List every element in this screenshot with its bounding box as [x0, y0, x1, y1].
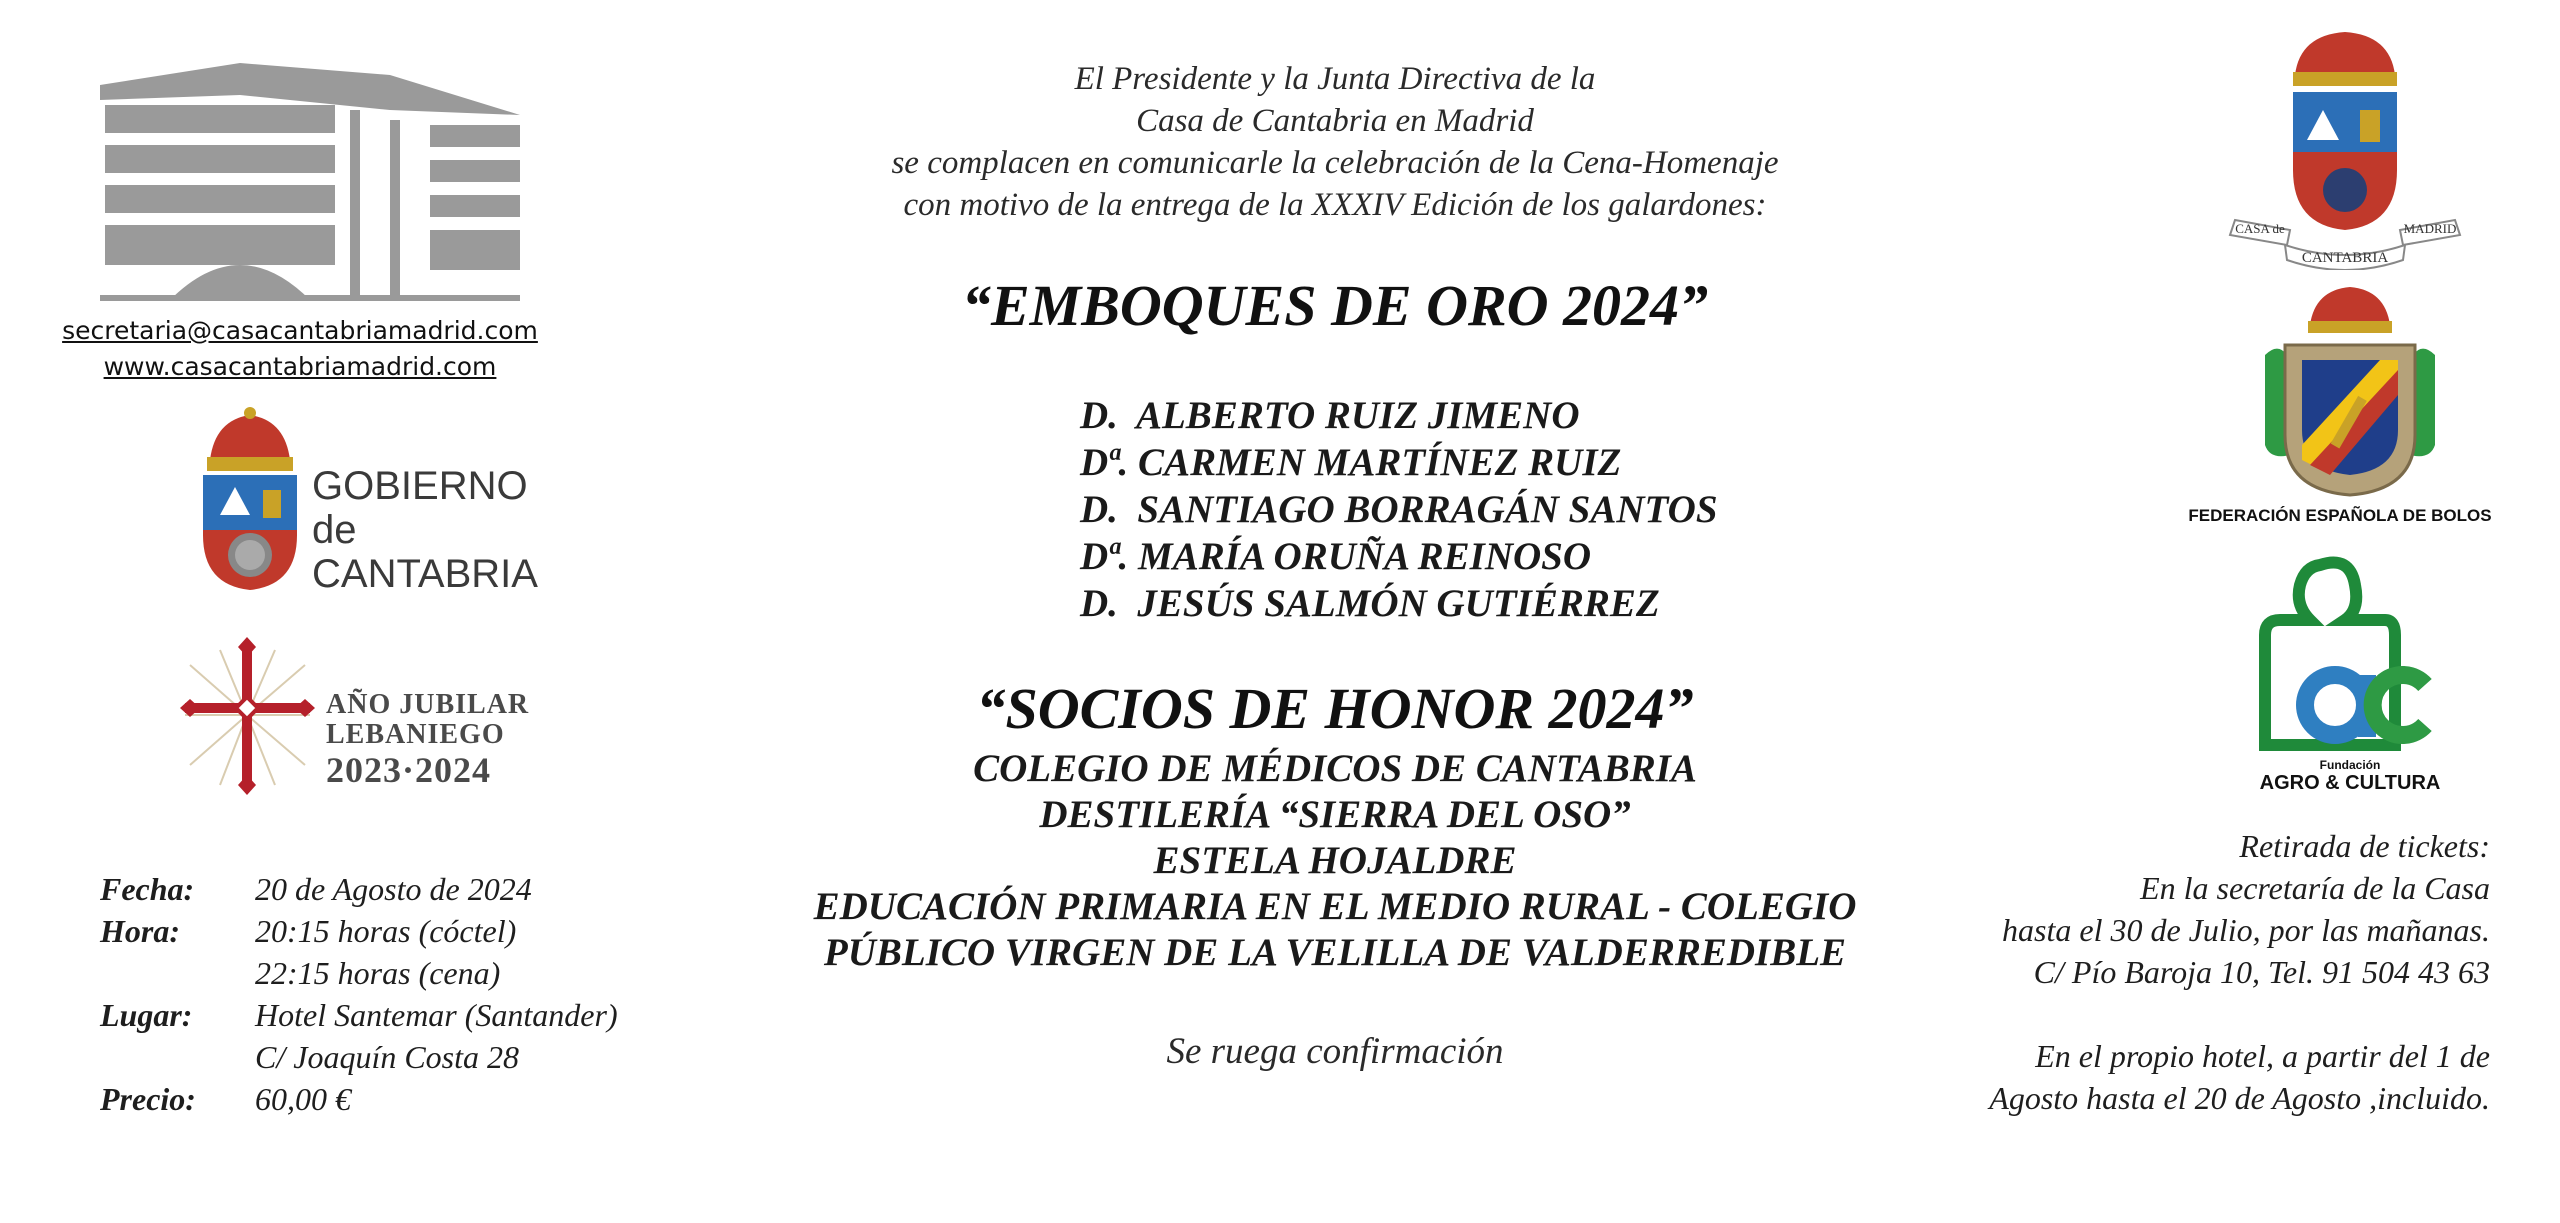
- emboques-names: [1080, 392, 1718, 627]
- contact-email[interactable]: [50, 316, 550, 345]
- tickets-hotel-line: En el propio hotel, a partir del 1 de: [2035, 1038, 2490, 1074]
- event-info: [100, 868, 618, 1120]
- hora-label: Hora:: [100, 913, 180, 949]
- socio-item: EDUCACIÓN PRIMARIA EN EL MEDIO RURAL - COLEGIO: [813, 885, 1857, 928]
- name-item: Dª. MARÍA ORUÑA REINOSO: [1080, 535, 1592, 578]
- casa-bottom-text: CANTABRIA: [2301, 250, 2389, 266]
- tickets-address: C/ Pío Baroja 10, Tel. 91 504 43 63: [2033, 954, 2490, 990]
- fecha-label: Fecha:: [100, 871, 195, 907]
- socio-item: DESTILERÍA “SIERRA DEL OSO”: [1039, 793, 1631, 836]
- email-link[interactable]: secretaria@casacantabriamadrid.com: [62, 316, 538, 345]
- hora-value-2: 22:15 horas (cena): [255, 955, 501, 991]
- precio-value: 60,00 €: [255, 1081, 351, 1117]
- socio-item: ESTELA HOJALDRE: [1153, 839, 1517, 882]
- tickets-line: En la secretaría de la Casa: [2140, 870, 2490, 906]
- hora-value: 20:15 horas (cóctel): [255, 913, 517, 949]
- precio-label: Precio:: [100, 1081, 196, 1117]
- lugar-address: C/ Joaquín Costa 28: [255, 1039, 520, 1075]
- federacion-text: FEDERACIÓN ESPAÑOLA DE BOLOS: [2188, 506, 2492, 525]
- tickets-line: hasta el 30 de Julio, por las mañanas.: [2002, 912, 2490, 948]
- lugar-label: Lugar:: [100, 997, 193, 1033]
- name-item: D. SANTIAGO BORRAGÁN SANTOS: [1080, 488, 1718, 531]
- casa-right-text: MADRID: [2403, 221, 2457, 236]
- federacion-bolos-emblem: [2260, 285, 2440, 500]
- socio-item: COLEGIO DE MÉDICOS DE CANTABRIA: [973, 747, 1697, 790]
- casa-left-text: CASA de: [2235, 221, 2285, 236]
- tickets-heading: Retirada de tickets:: [2239, 828, 2490, 864]
- gobierno-cantabria-text: GOBIERNO de CANTABRIA: [312, 464, 538, 596]
- web-link[interactable]: www.casacantabriamadrid.com: [103, 352, 497, 381]
- socios-title: “SOCIOS DE HONOR 2024”: [976, 676, 1694, 741]
- socio-item: PÚBLICO VIRGEN DE LA VELILLA DE VALDERREDIBLE: [823, 931, 1847, 974]
- building-logo: [90, 55, 530, 305]
- tickets-info: [1989, 825, 2490, 1119]
- agro-fundacion-text: Fundación: [2319, 758, 2381, 772]
- intro-text: El Presidente y la Junta Directiva de la Casa de Cantabria en Madrid se complacen en comunicarle la celebración de la Cena-Homenaje con motivo de la entrega de la XXXIV Edición de los galardones:: [891, 61, 1779, 223]
- lugar-value: Hotel Santemar (Santander): [255, 997, 618, 1033]
- jubilar-text: AÑO JUBILAR LEBANIEGO 2023·2024: [326, 689, 530, 790]
- agro-cultura-text: AGRO & CULTURA: [2259, 772, 2441, 794]
- jubilar-cross-icon: [180, 635, 315, 795]
- name-item: D. ALBERTO RUIZ JIMENO: [1080, 394, 1580, 437]
- name-item: D. JESÚS SALMÓN GUTIÉRREZ: [1080, 582, 1660, 625]
- name-item: Dª. CARMEN MARTÍNEZ RUIZ: [1080, 441, 1622, 484]
- agro-cultura-emblem: [2250, 555, 2450, 755]
- casa-cantabria-emblem: [2215, 30, 2475, 270]
- socios-list: [700, 746, 1970, 976]
- emboques-title: “EMBOQUES DE ORO 2024”: [961, 273, 1709, 338]
- gobierno-cantabria-emblem: [195, 405, 305, 595]
- tickets-hotel-line: Agosto hasta el 20 de Agosto ,incluido.: [1989, 1080, 2490, 1116]
- fecha-value: 20 de Agosto de 2024: [255, 871, 532, 907]
- tickets-spacer: [1989, 993, 2490, 1035]
- confirmation-text: Se ruega confirmación: [1166, 1031, 1504, 1072]
- contact-web[interactable]: [50, 352, 550, 381]
